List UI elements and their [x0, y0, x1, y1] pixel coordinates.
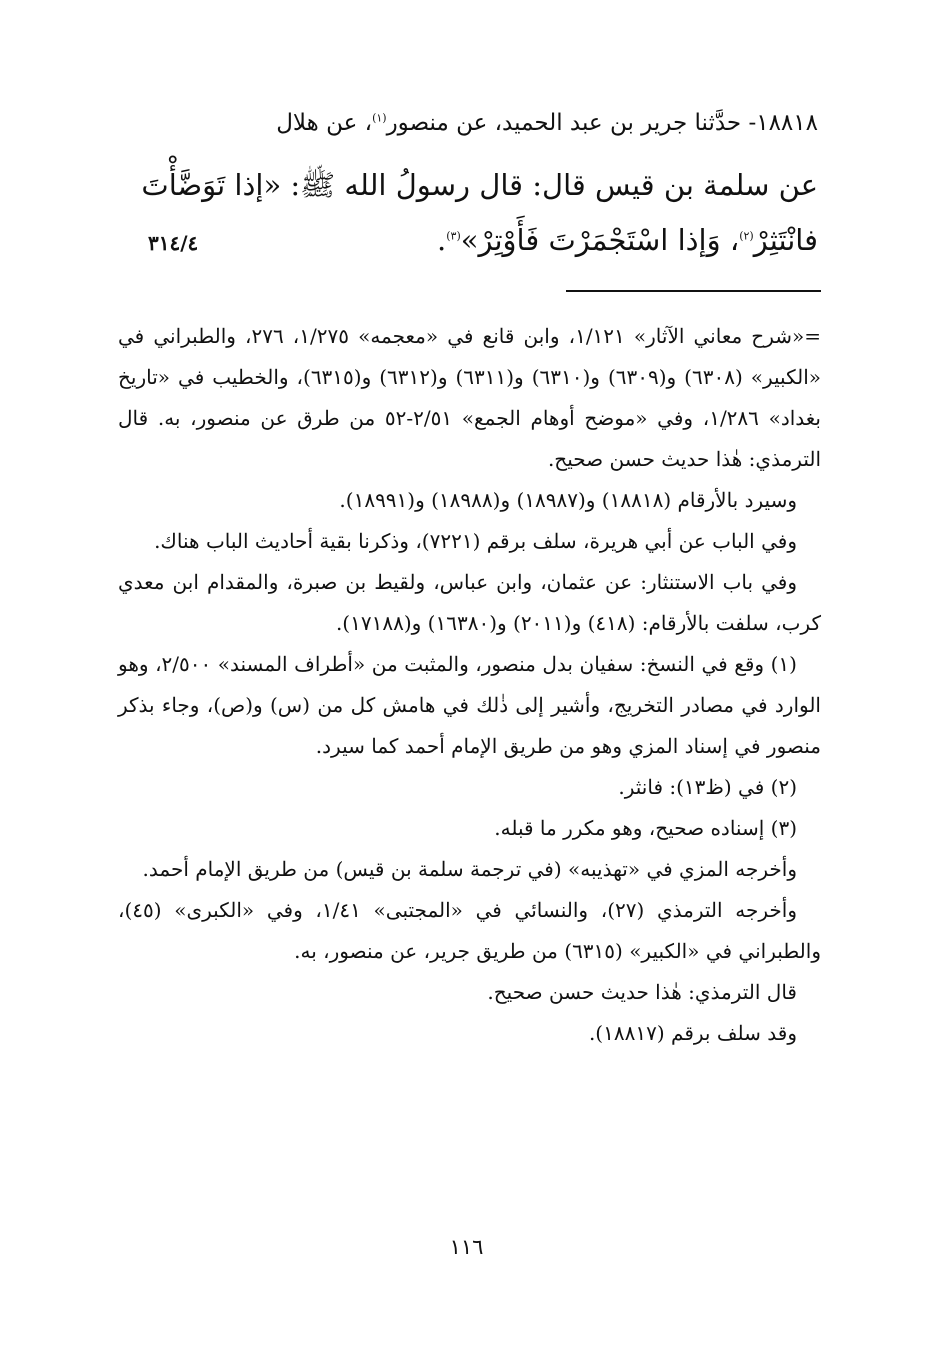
footnote-1: (١) وقع في النسخ: سفيان بدل منصور، والمثبت من «أطراف المسند» ٢/٥٠٠، وهو الوارد في مصادر التخريج، وأشير إلى ذٰلك في هامش كل من (س) و(ص)، وجاء بذكر منصور في إسناد المزي وهو من طريق الإمام أحمد كما سيرد. — [118, 652, 821, 758]
hadith-line-1-text: ١٨٨١٨- حدَّثنا جرير بن عبد الحميد، عن منصور — [386, 110, 818, 136]
footnote-paragraph: وأخرجه الترمذي (٢٧)، والنسائي في «المجتبى» ١/٤١، وفي «الكبرى» (٤٥)، والطبراني في «الكبير» (٦٣١٥) من طريق جرير، عن منصور، به. — [118, 898, 821, 963]
hadith-line-3-part-b: ، وَإذا اسْتَجْمَرْتَ فَأَوْتِرْ» — [460, 223, 740, 257]
footnote-paragraph: وسيرد بالأرقام (١٨٨١٨) و(١٨٩٨٧) و(١٨٩٨٨) و(١٨٩٩١). — [339, 488, 797, 512]
footnote-marker-1: (١) — [372, 111, 387, 125]
hadith-line-3-part-a: فانْتَثِرْ — [753, 223, 818, 257]
footnote-separator — [566, 290, 821, 292]
page-number: ١١٦ — [449, 1235, 484, 1259]
footnote-paragraph: وأخرجه المزي في «تهذيبه» (في ترجمة سلمة بن قيس) من طريق الإمام أحمد. — [142, 857, 797, 881]
footnote-paragraph: وفي باب الاستنثار: عن عثمان، وابن عباس، ولقيط بن صبرة، والمقدام ابن معدي كرب، سلفت بالأرقام: (٤١٨) و(٢٠١١) و(١٦٣٨٠) و(١٧١٨٨). — [118, 570, 821, 635]
hadith-line-2 — [118, 163, 818, 207]
footnote-2: (٢) في (ظ١٣): فانثر. — [618, 775, 797, 799]
margin-volume-page-ref: ٣١٤/٤ — [148, 231, 199, 255]
footnote-3: (٣) إسناده صحيح، وهو مكرر ما قبله. — [494, 816, 797, 840]
footnote-paragraph: وقد سلف برقم (١٨٨١٧). — [588, 1021, 797, 1045]
footnote-paragraph: قال الترمذي: هٰذا حديث حسن صحيح. — [487, 980, 797, 1004]
hadith-line-3-end: . — [437, 223, 447, 257]
footnotes-section — [118, 316, 821, 1054]
hadith-line-2-text: عن سلمة بن قيس قال: قال رسولُ الله ﷺ: «إذا تَوَضَّأْتَ — [141, 168, 818, 202]
footnote-continuation: =«شرح معاني الآثار» ١/١٢١، وابن قانع في «معجمه» ١/٢٧٥، ٢٧٦، والطبراني في «الكبير» (٦٣٠٨) و(٦٣٠٩) و(٦٣١٠) و(٦٣١١) و(٦٣١٢) و(٦٣١٥)، والخطيب في «تاريخ بغداد» ١/٢٨٦، وفي «موضح أوهام الجمع» ٢/٥١-٥٢ من طرق عن منصور، به. قال الترمذي: هٰذا حديث حسن صحيح. — [118, 324, 822, 471]
hadith-line-1 — [118, 103, 818, 143]
hadith-line-1-end: ، عن هلال — [276, 110, 373, 136]
footnote-marker-2: (٢) — [739, 229, 754, 243]
footnote-marker-3: (٣) — [446, 229, 461, 243]
hadith-line-3 — [118, 218, 818, 262]
footnote-paragraph: وفي الباب عن أبي هريرة، سلف برقم (٧٢٢١)، وذكرنا بقية أحاديث الباب هناك. — [154, 529, 797, 553]
